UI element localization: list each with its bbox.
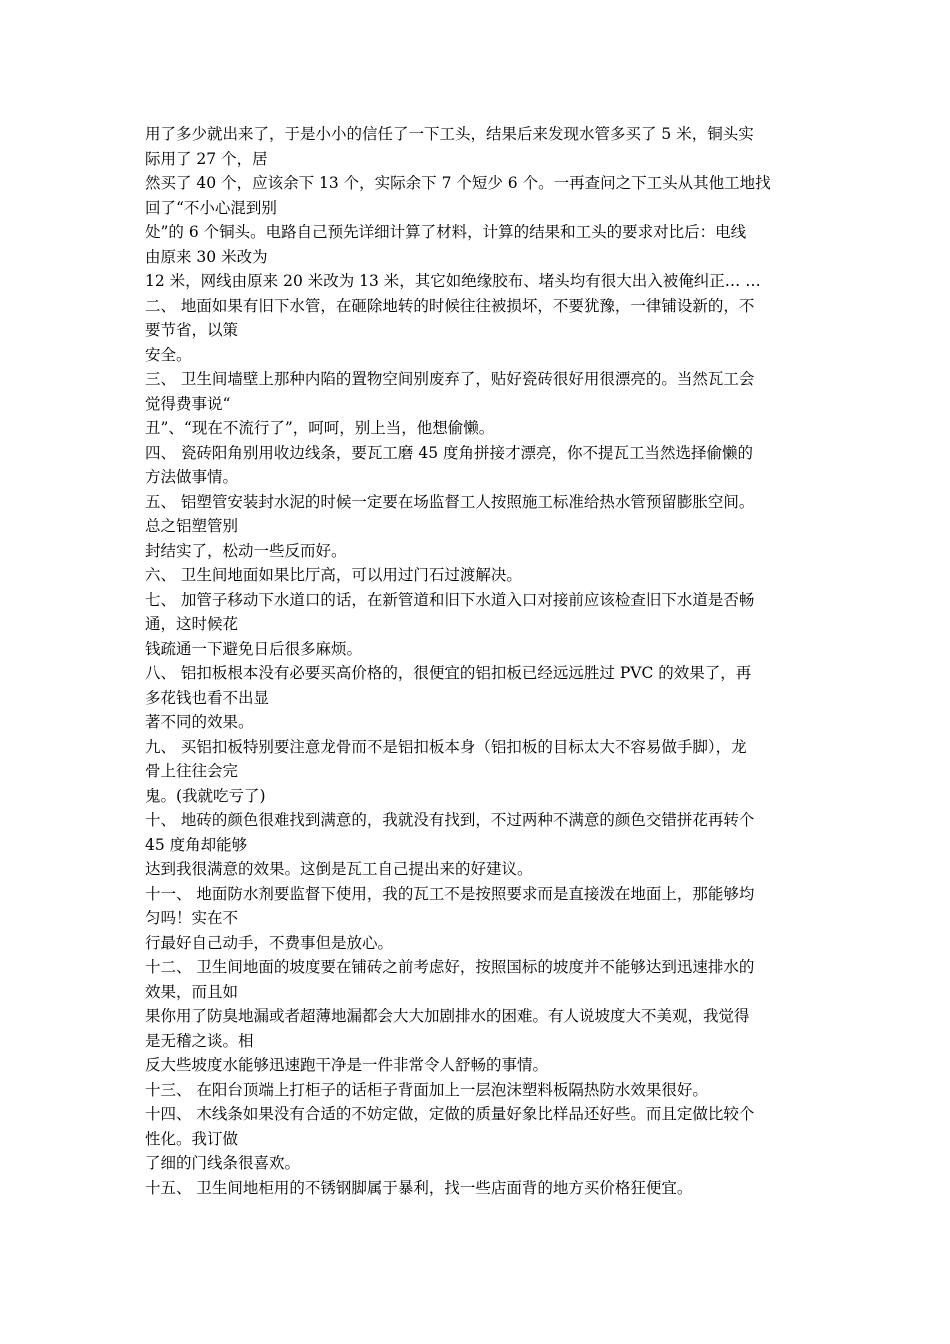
text-line: 十、 地砖的颜色很难找到满意的，我就没有找到，不过两种不满意的颜色交错拼花再转个 (145, 811, 755, 829)
text-line: 然买了 40 个，应该余下 13 个，实际余下 7 个短少 6 个。一再查问之下工头从其他工地找 (145, 174, 771, 192)
text-line: 十四、 木线条如果没有合适的不妨定做，定做的质量好象比样品还好些。而且定做比较个 (145, 1105, 755, 1123)
text-line: 十五、 卫生间地柜用的不锈钢脚属于暴利，找一些店面背的地方买价格狂便宜。 (145, 1178, 693, 1197)
text-line: 鬼。(我就吃亏了) (145, 786, 266, 805)
text-line: 十一、 地面防水剂要监督下使用，我的瓦工不是按照要求而是直接泼在地面上，那能够均 (145, 884, 755, 903)
text-line: 方法做事情。 (145, 468, 239, 486)
text-line: 骨上往往会完 (145, 762, 239, 780)
text-line: 效果，而且如 (145, 982, 239, 1001)
text-line: 封结实了，松动一些反而好。 (145, 541, 347, 560)
text-line: 达到我很满意的效果。这倒是瓦工自己提出来的好建议。 (145, 860, 533, 878)
text-line: 十三、 在阳台顶端上打柜子的话柜子背面加上一层泡沫塑料板隔热防水效果很好。 (145, 1080, 708, 1099)
text-line: 十二、 卫生间地面的坡度要在铺砖之前考虑好，按照国标的坡度并不能够达到迅速排水的 (145, 958, 755, 976)
text-line: 觉得费事说“ (145, 394, 231, 413)
text-line: 钱疏通一下避免日后很多麻烦。 (145, 639, 363, 658)
text-line: 八、 铝扣板根本没有必要买高价格的，很便宜的铝扣板已经远远胜过 PVC 的效果了，再 (145, 664, 752, 682)
text-line: 处”的 6 个铜头。电路自己预先详细计算了材料，计算的结果和工头的要求对比后：电线 (145, 223, 747, 241)
text-line: 由原来 30 米改为 (145, 247, 268, 266)
text-line: 12 米，网线由原来 20 米改为 13 米，其它如绝缘胶布、堵头均有很大出入被俺纠正… … (145, 272, 761, 290)
text-line: 著不同的效果。 (145, 713, 254, 731)
text-line: 了细的门线条很喜欢。 (145, 1154, 301, 1172)
text-line: 回了“不小心混到别 (145, 198, 277, 217)
text-line: 45 度角却能够 (145, 835, 248, 854)
text-line: 四、 瓷砖阳角别用收边线条，要瓦工磨 45 度角拼接才漂亮，你不提瓦工当然选择偷懒的 (145, 443, 754, 462)
text-line: 丑”、“现在不流行了”，呵呵，别上当，他想偷懒。 (145, 419, 495, 437)
text-line: 多花钱也看不出显 (145, 688, 270, 707)
text-line: 要节省，以策 (145, 321, 239, 339)
text-line: 九、 买铝扣板特别要注意龙骨而不是铝扣板本身（铝扣板的目标太大不容易做手脚），龙 (145, 737, 747, 756)
text-line: 行最好自己动手，不费事但是放心。 (145, 933, 394, 952)
text-line: 五、 铝塑管安装封水泥的时候一定要在场监督工人按照施工标准给热水管预留膨胀空间。 (145, 492, 755, 511)
text-line: 二、 地面如果有旧下水管，在砸除地转的时候往往被损坏，不要犹豫，一律铺设新的，不 (145, 296, 755, 315)
text-line: 六、 卫生间地面如果比厅高，可以用过门石过渡解决。 (145, 566, 522, 584)
text-line: 是无稽之谈。相 (145, 1031, 254, 1050)
text-line: 通，这时候花 (145, 615, 239, 633)
text-line: 总之铝塑管别 (145, 517, 239, 535)
document-page (145, 122, 810, 1200)
text-line: 反大些坡度水能够迅速跑干净是一件非常令人舒畅的事情。 (145, 1056, 549, 1074)
text-line: 匀吗！实在不 (145, 909, 239, 927)
text-line: 性化。我订做 (145, 1129, 239, 1148)
text-line: 果你用了防臭地漏或者超薄地漏都会大大加剧排水的困难。有人说坡度大不美观，我觉得 (145, 1007, 750, 1025)
text-line: 三、 卫生间墙壁上那种内陷的置物空间别废弃了，贴好瓷砖很好用很漂亮的。当然瓦工会 (145, 370, 755, 388)
text-line: 七、 加管子移动下水道口的话，在新管道和旧下水道入口对接前应该检查旧下水道是否畅 (145, 590, 755, 609)
text-line: 际用了 27 个，居 (145, 149, 268, 168)
text-line: 安全。 (145, 345, 192, 364)
text-line: 用了多少就出来了，于是小小的信任了一下工头，结果后来发现水管多买了 5 米，铜头实 (145, 125, 754, 143)
